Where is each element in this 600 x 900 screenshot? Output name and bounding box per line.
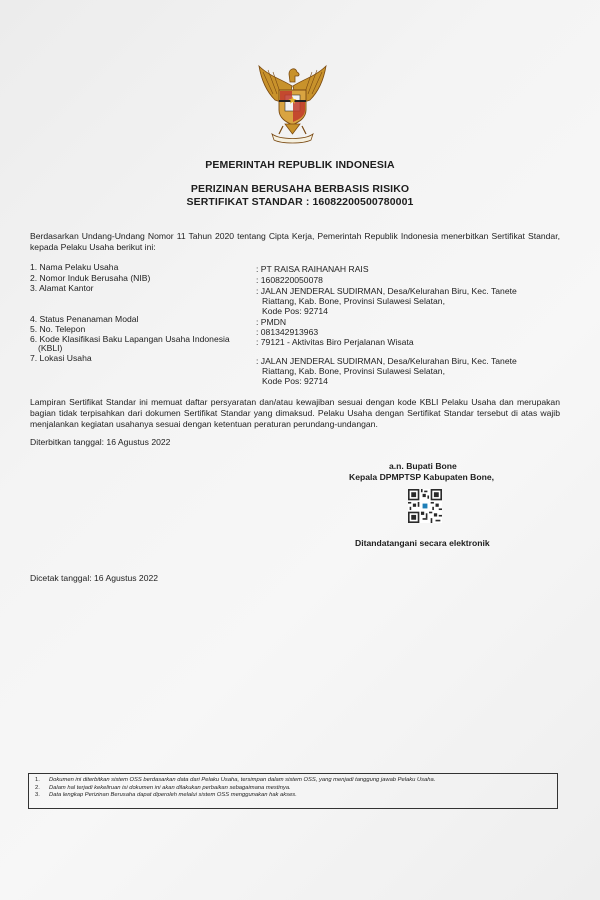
issued-date: Diterbitkan tanggal: 16 Agustus 2022: [30, 437, 171, 447]
intro-paragraph: Berdasarkan Undang-Undang Nomor 11 Tahun 2020 tentang Cipta Kerja, Pemerintah Republik Indonesia menerbitkan Sertifikat Standar, kepada Pelaku Usaha berikut ini:: [30, 231, 560, 252]
certificate-number: SERTIFIKAT STANDAR : 16082200500780001: [186, 196, 414, 208]
signed-electronically: Ditandatangani secara elektronik: [355, 538, 490, 548]
footer-note: 3. Data lengkap Perizinan Berusaha dapat diperoleh melalui sistem OSS menggunakan hak akses.: [35, 792, 297, 798]
signature-on-behalf: a.n. Bupati Bone: [389, 461, 457, 471]
garuda-emblem-icon: [255, 64, 330, 146]
field-label-phone: 5. No. Telepon: [30, 324, 86, 334]
printed-date: Dicetak tanggal: 16 Agustus 2022: [30, 573, 159, 583]
field-label-name: 1. Nama Pelaku Usaha: [30, 262, 119, 272]
footer-notes-box: [28, 773, 558, 809]
field-value-location-line3: Kode Pos: 92714: [262, 376, 328, 386]
field-value-address-line2: Riattang, Kab. Bone, Provinsi Sulawesi Selatan,: [262, 296, 445, 306]
field-value-location-line2: Riattang, Kab. Bone, Provinsi Sulawesi Selatan,: [262, 366, 445, 376]
qr-code-icon: [408, 489, 442, 523]
field-label-investment: 4. Status Penanaman Modal: [30, 314, 139, 324]
field-label-kbli-line2: (KBLI): [38, 343, 63, 353]
field-value-location: : JALAN JENDERAL SUDIRMAN, Desa/Kelurahan Biru, Kec. Tanete: [256, 356, 517, 366]
footer-note: 2. Dalam hal terjadi kekeliruan isi dokumen ini akan dilakukan perbaikan sebagaimana mestinya.: [35, 784, 291, 791]
field-value-address-line3: Kode Pos: 92714: [262, 306, 328, 316]
field-value-kbli: : 79121 - Aktivitas Biro Perjalanan Wisata: [256, 337, 414, 347]
field-value-investment: : PMDN: [256, 317, 287, 327]
government-name: PEMERINTAH REPUBLIK INDONESIA: [205, 159, 395, 171]
field-label-location: 7. Lokasi Usaha: [30, 353, 92, 363]
field-value-name: : PT RAISA RAIHANAH RAIS: [256, 264, 369, 274]
field-value-phone: : 081342913963: [256, 327, 319, 337]
footer-note: 1. Dokumen ini diterbitkan sistem OSS berdasarkan data dari Pelaku Usaha, tersimpan dalam sistem OSS, yang menjadi tanggung jawab Pelaku Usaha.: [35, 777, 436, 783]
attachment-paragraph: Lampiran Sertifikat Standar ini memuat daftar persyaratan dan/atau kewajiban sesuai dengan kode KBLI Pelaku Usaha dan merupakan bagian tidak terpisahkan dari dokumen Sertifikat Standar yang dimaksud. Pelaku Usaha dengan Sertifikat Standar tersebut di atas wajib menjalankan kegiatan usahanya sesuai dengan ketentuan peraturan perundang-undangan.: [30, 397, 560, 429]
field-label-address: 3. Alamat Kantor: [30, 283, 94, 293]
field-value-address: : JALAN JENDERAL SUDIRMAN, Desa/Kelurahan Biru, Kec. Tanete: [256, 286, 517, 296]
field-label-nib: 2. Nomor Induk Berusaha (NIB): [30, 273, 151, 283]
signature-official: Kepala DPMPTSP Kabupaten Bone,: [349, 472, 495, 482]
field-label-kbli: 6. Kode Klasifikasi Baku Lapangan Usaha Indonesia: [30, 334, 230, 344]
document-title: PERIZINAN BERUSAHA BERBASIS RISIKO: [190, 183, 410, 195]
field-value-nib: : 1608220050078: [256, 275, 323, 285]
